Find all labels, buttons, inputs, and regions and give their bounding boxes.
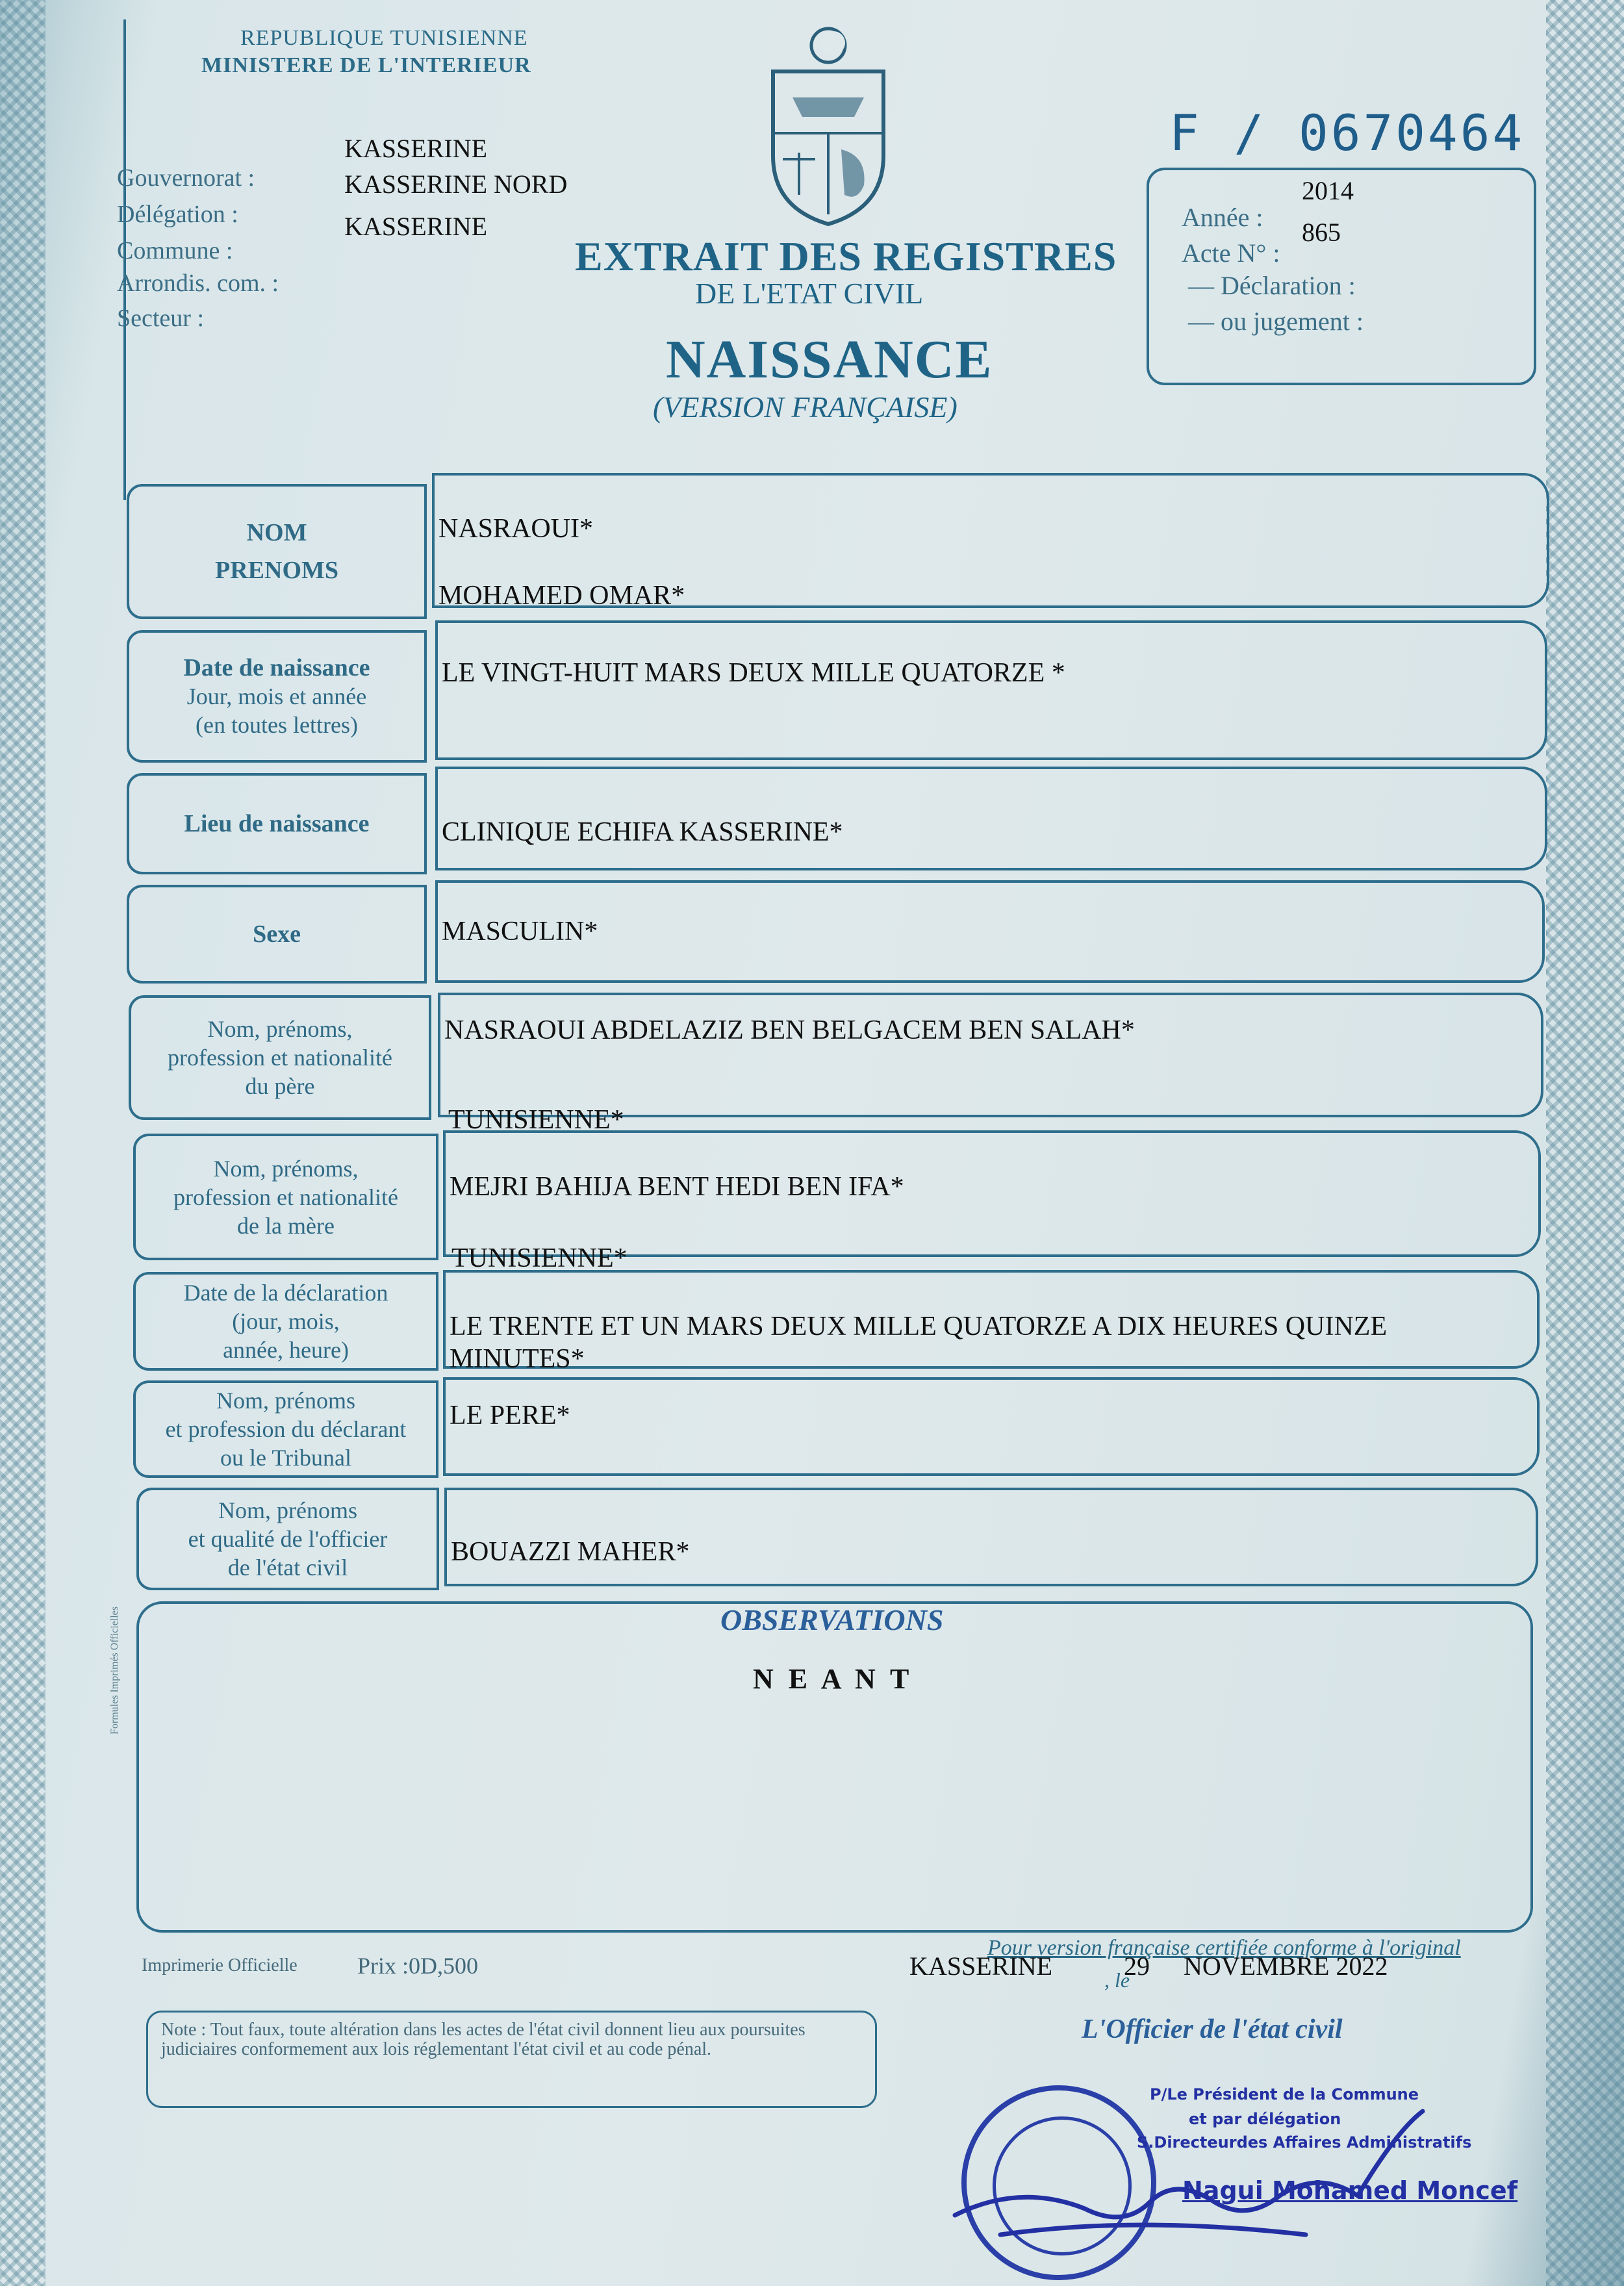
observations-box [136,1601,1533,1933]
nom-value: NASRAOUI* [438,514,594,544]
gouvernorat-label: Gouvernorat : [117,164,255,192]
signature-line-2: et par délégation [1189,2110,1341,2128]
annee-label: Année : [1182,203,1263,232]
delegation-label: Délégation : [117,201,238,228]
nom-label: NOM [246,519,307,546]
date-naissance-label: Date de naissance [183,654,370,681]
declaration-date-label-box [133,1272,438,1371]
side-printer-text: Formules Imprimés Officielles [109,1607,120,1734]
observations-value: N E A N T [753,1663,913,1695]
prix-label: Prix :0D,500 [357,1953,479,1979]
legal-note-text: Note : Tout faux, toute altération dans les actes de l'état civil donnent lieu aux poursuites judiciaires conformement aux lois réglementant l'état civil et au code pénal. [161,2020,806,2059]
date-naissance-sublabel-1: Jour, mois et année [186,683,367,709]
title-extrait: EXTRAIT DES REGISTRES [575,233,1117,279]
date-naissance-sublabel-2: (en toutes lettres) [196,712,358,738]
date-naissance-value-box [435,620,1547,760]
sexe-value-box [435,880,1545,983]
pere-label-3: du père [245,1073,315,1099]
tunisia-coat-of-arms-icon [760,19,896,227]
title-etat-civil: DE L'ETAT CIVIL [695,277,924,310]
signature-line-1: P/Le Président de la Commune [1150,2085,1419,2103]
mere-label-1: Nom, prénoms, [213,1155,359,1182]
legal-note-box [146,2011,877,2108]
lieu-naissance-label-box [127,773,427,874]
declarant-value-box [443,1377,1540,1476]
declaration-date-label-3: année, heure) [223,1337,349,1363]
declaration-date-label-2: (jour, mois, [232,1308,340,1334]
mere-label-3: de la mère [237,1212,335,1239]
acte-number-label: Acte N° : [1182,238,1280,268]
sexe-label-box [127,885,427,984]
lieu-naissance-label: Lieu de naissance [184,810,370,837]
date-naissance-label-box [127,630,427,763]
annee-value: 2014 [1302,176,1354,205]
officier-value: BOUAZZI MAHER* [451,1537,690,1567]
pere-label-1: Nom, prénoms, [207,1016,353,1042]
commune-label: Commune : [117,237,233,264]
officer-title: L'Officier de l'état civil [1082,2014,1343,2044]
declarant-label-3: ou le Tribunal [220,1445,352,1471]
gouvernorat-value: KASSERINE [344,134,488,163]
pere-name-value: NASRAOUI ABDELAZIZ BEN BELGACEM BEN SALAH* [444,1015,1135,1045]
mere-nationality-value: TUNISIENNE* [451,1243,628,1273]
declarant-label-box [133,1380,438,1478]
title-naissance: NAISSANCE [666,329,993,390]
prenoms-label: PRENOMS [215,557,338,584]
declarant-label-2: et profession du déclarant [165,1416,407,1442]
pere-label-box [129,995,431,1120]
acte-info-box [1147,168,1536,385]
right-guilloche-border [1546,0,1624,2286]
observations-title: OBSERVATIONS [720,1603,944,1636]
declarant-label-1: Nom, prénoms [216,1388,355,1414]
declarant-value: LE PERE* [450,1401,570,1430]
signatory-name: Nagui Mohamed Moncef [1182,2176,1518,2205]
date-naissance-value: LE VINGT-HUIT MARS DEUX MILLE QUATORZE * [442,658,1065,688]
serial-number: F / 0670464 [1169,104,1525,162]
officier-label-1: Nom, prénoms [218,1497,357,1523]
pere-label-2: profession et nationalité [168,1045,392,1071]
officier-label-2: et qualité de l'officier [188,1526,388,1552]
prenoms-value: MOHAMED OMAR* [438,581,685,611]
mere-label-2: profession et nationalité [173,1184,398,1210]
left-guilloche-border [0,0,45,2286]
officier-label-3: de l'état civil [227,1555,348,1581]
ministry-label: MINISTERE DE L'INTERIEUR [201,53,531,77]
nom-prenoms-label-box [127,484,427,619]
pere-value-box [438,993,1543,1117]
declaration-date-value-1: LE TRENTE ET UN MARS DEUX MILLE QUATORZE A DIX HEURES QUINZE [450,1312,1388,1341]
secteur-label: Secteur : [117,305,205,332]
mere-name-value: MEJRI BAHIJA BENT HEDI BEN IFA* [450,1172,904,1202]
republic-label: REPUBLIQUE TUNISIENNE [240,26,528,50]
footer-month-year: NOVEMBRE 2022 [1184,1951,1388,1981]
footer-place: KASSERINE [909,1951,1053,1981]
footer-le: , le [1104,1968,1130,1992]
footer-day: 29 [1124,1951,1150,1981]
title-version: (VERSION FRANÇAISE) [653,390,958,424]
delegation-value: KASSERINE NORD [344,170,568,199]
lieu-naissance-value: CLINIQUE ECHIFA KASSERINE* [442,817,843,847]
imprimerie-label: Imprimerie Officielle [142,1955,298,1975]
signature-line-3: S.Directeurdes Affaires Administratifs [1137,2133,1472,2152]
declaration-label: — Déclaration : [1188,271,1356,300]
sexe-value: MASCULIN* [442,917,598,946]
certified-note: Pour version française certifiée conforme à l'original [987,1936,1461,1960]
mere-label-box [133,1134,438,1260]
declaration-date-label-1: Date de la déclaration [183,1280,388,1306]
sexe-label: Sexe [253,921,301,948]
pere-nationality-value: TUNISIENNE* [448,1105,624,1135]
acte-number-value: 865 [1302,218,1341,247]
declaration-date-value-2: MINUTES* [450,1344,585,1374]
officier-label-box [136,1488,439,1590]
jugement-label: — ou jugement : [1188,307,1364,336]
arrondissement-label: Arrondis. com. : [117,270,279,297]
commune-value: KASSERINE [344,212,488,241]
